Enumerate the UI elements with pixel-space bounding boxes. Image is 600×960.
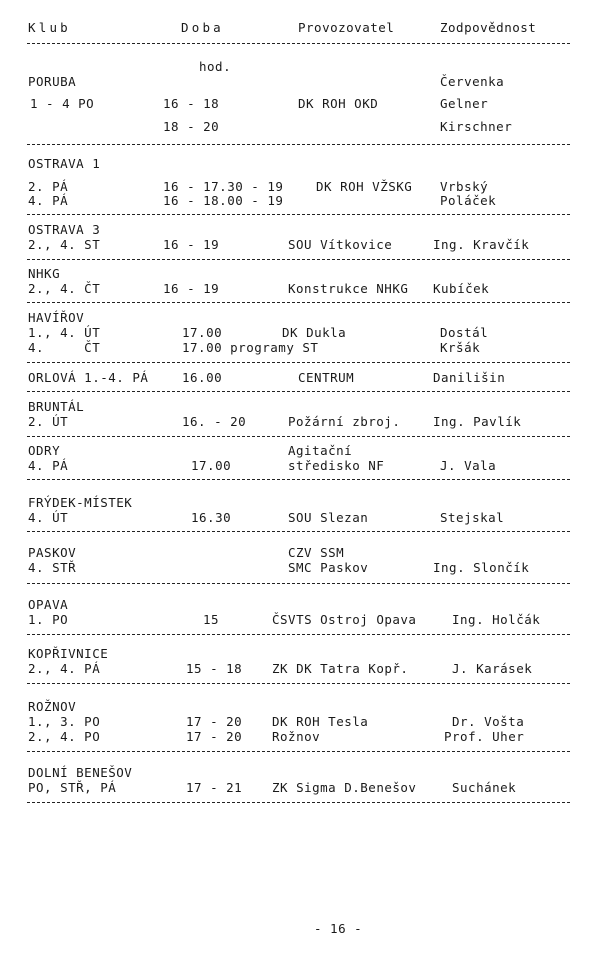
responsible-cell: Kubíček: [433, 281, 490, 296]
day-cell: 2., 4. ČT: [28, 281, 101, 296]
time-cell: 17.00: [191, 458, 232, 473]
section-name: OSTRAVA 1: [28, 156, 101, 171]
operator-cell: ČSVTS Ostroj Opava: [272, 612, 417, 627]
section-name: PASKOV: [28, 545, 77, 560]
section-name: BRUNTÁL: [28, 399, 85, 414]
time-cell: 17 - 21: [186, 780, 243, 795]
divider: [27, 583, 570, 584]
divider: [27, 479, 570, 480]
operator-cell: DK Dukla: [282, 325, 347, 340]
section-name: OSTRAVA 3: [28, 222, 101, 237]
divider: [27, 802, 570, 803]
section-name: PORUBA: [28, 74, 77, 89]
section-name: ODRY: [28, 443, 61, 458]
day-cell: 4. ČT: [28, 340, 101, 355]
time-cell: 16.00: [182, 370, 223, 385]
responsible-cell: Stejskal: [440, 510, 505, 525]
responsible-cell: Dr. Vošta: [452, 714, 525, 729]
responsible-cell: J. Vala: [440, 458, 497, 473]
time-cell: 17 - 20: [186, 714, 243, 729]
divider: [27, 144, 570, 145]
day-cell: 2. ÚT: [28, 414, 69, 429]
day-cell: 4. ÚT: [28, 510, 69, 525]
responsible-cell: Kršák: [440, 340, 481, 355]
divider: [27, 751, 570, 752]
day-cell: 1. PO: [28, 612, 69, 627]
operator-cell: ZK DK Tatra Kopř.: [272, 661, 409, 676]
day-cell: 2., 4. ST: [28, 237, 101, 252]
operator-cell: Požární zbroj.: [288, 414, 401, 429]
divider: [27, 214, 570, 215]
divider: [27, 683, 570, 684]
operator-cell: středisko NF: [288, 458, 385, 473]
time-cell: 16 - 18: [163, 96, 220, 111]
section-name: HAVÍŘOV: [28, 310, 85, 325]
time-cell: 16 - 18.00 - 19: [163, 193, 284, 208]
time-cell: 16. - 20: [182, 414, 247, 429]
responsible-cell: Ing. Kravčík: [433, 237, 530, 252]
time-cell: 15: [203, 612, 220, 627]
operator-cell: CENTRUM: [298, 370, 355, 385]
responsible-cell: Vrbský: [440, 179, 489, 194]
time-cell: 17.00: [182, 325, 223, 340]
operator-cell: Rožnov: [272, 729, 321, 744]
operator-cell: SOU Slezan: [288, 510, 369, 525]
operator-cell: SMC Paskov: [288, 560, 369, 575]
divider: [27, 634, 570, 635]
divider: [27, 436, 570, 437]
day-cell: 2., 4. PÁ: [28, 661, 101, 676]
responsible-cell: J. Karásek: [452, 661, 533, 676]
time-cell: 17.00 programy ST: [182, 340, 319, 355]
responsible-cell: Ing. Slončík: [433, 560, 530, 575]
divider: [27, 259, 570, 260]
divider: [27, 302, 570, 303]
responsible-cell: Gelner: [440, 96, 489, 111]
operator-cell: DK ROH VŽSKG: [316, 179, 413, 194]
operator-cell: Konstrukce NHKG: [288, 281, 409, 296]
responsible-cell: Kirschner: [440, 119, 513, 134]
time-cell: 16.30: [191, 510, 232, 525]
time-cell: 15 - 18: [186, 661, 243, 676]
day-cell: 2. PÁ: [28, 179, 69, 194]
responsible-cell: Prof. Uher: [444, 729, 525, 744]
responsible-cell: Danilišin: [433, 370, 506, 385]
day-cell: 4. PÁ: [28, 458, 69, 473]
header-zodpovednost: Zodpovědnost: [440, 20, 537, 35]
responsible-cell: Dostál: [440, 325, 489, 340]
operator-cell: DK ROH OKD: [298, 96, 379, 111]
section-name: DOLNÍ BENEŠOV: [28, 765, 133, 780]
time-cell: 18 - 20: [163, 119, 220, 134]
operator-cell: CZV SSM: [288, 545, 345, 560]
section-name: ROŽNOV: [28, 699, 77, 714]
responsible-cell: Ing. Pavlík: [433, 414, 522, 429]
divider: [27, 362, 570, 363]
time-cell: 16 - 19: [163, 237, 220, 252]
responsible-cell: Ing. Holčák: [452, 612, 541, 627]
responsible-cell: Červenka: [440, 74, 505, 89]
responsible-cell: Suchánek: [452, 780, 517, 795]
day-cell: 1 - 4 PO: [30, 96, 95, 111]
operator-cell: ZK Sigma D.Benešov: [272, 780, 417, 795]
operator-cell: SOU Vítkovice: [288, 237, 393, 252]
divider: [27, 531, 570, 532]
header-provozovatel: Provozovatel: [298, 20, 395, 35]
header-klub: Klub: [28, 20, 71, 35]
section-name: OPAVA: [28, 597, 69, 612]
day-cell: 4. STŘ: [28, 560, 77, 575]
time-cell: 16 - 17.30 - 19: [163, 179, 284, 194]
time-cell: 16 - 19: [163, 281, 220, 296]
header-hod: hod.: [199, 59, 232, 74]
responsible-cell: Poláček: [440, 193, 497, 208]
section-name: FRÝDEK-MÍSTEK: [28, 495, 133, 510]
day-cell: 1., 4. ÚT: [28, 325, 101, 340]
operator-cell: Agitační: [288, 443, 353, 458]
day-cell: 4. PÁ: [28, 193, 69, 208]
day-cell: 1., 3. PO: [28, 714, 101, 729]
page-number: - 16 -: [314, 921, 363, 936]
day-cell: PO, STŘ, PÁ: [28, 780, 117, 795]
section-name: NHKG: [28, 266, 61, 281]
divider: [27, 391, 570, 392]
divider: [27, 43, 570, 44]
operator-cell: DK ROH Tesla: [272, 714, 369, 729]
day-cell: 2., 4. PO: [28, 729, 101, 744]
day-cell: ORLOVÁ 1.-4. PÁ: [28, 370, 149, 385]
header-doba: Doba: [181, 20, 224, 35]
section-name: KOPŘIVNICE: [28, 646, 109, 661]
time-cell: 17 - 20: [186, 729, 243, 744]
